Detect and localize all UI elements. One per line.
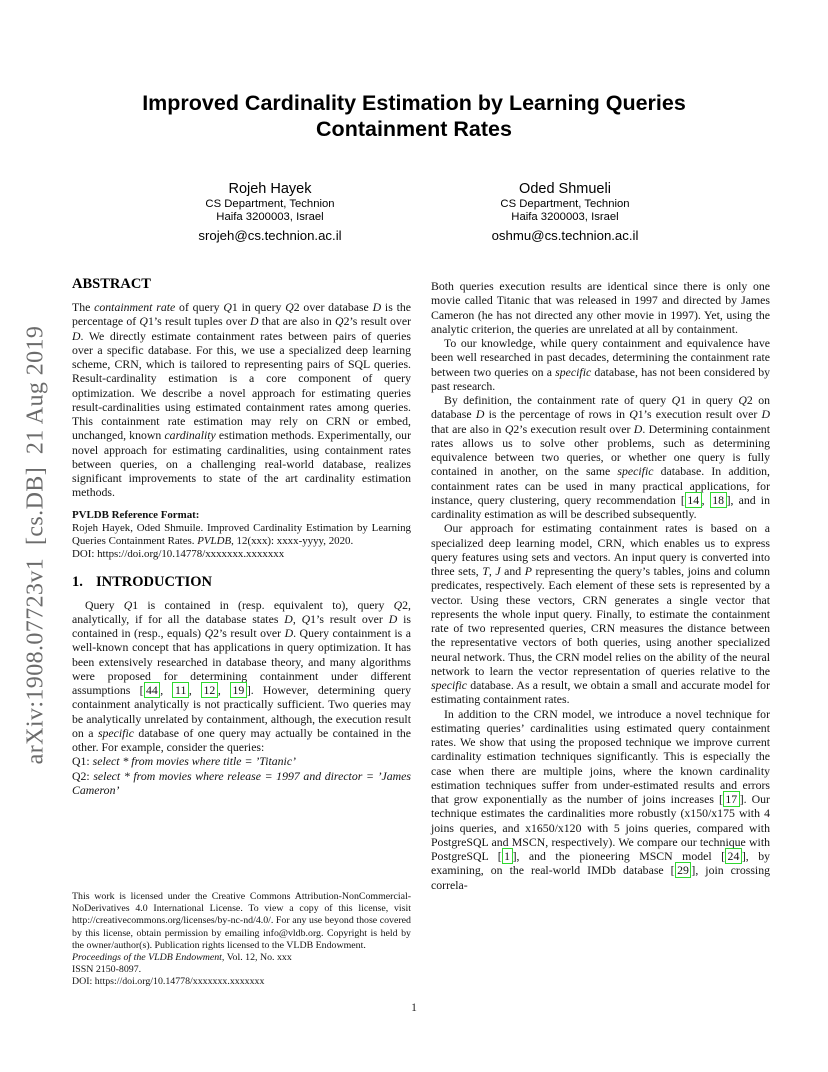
citation-link[interactable]: 44 <box>144 682 161 698</box>
section-title: INTRODUCTION <box>96 573 213 590</box>
body-paragraph: In addition to the CRN model, we introduce a novel technique for estimating queries’ cardinalities using estimated query containment rates. We show that using the proposed technique we improve current cardinality estimation techniques significantly. This is especially the case when there are multiple joins, where the known cardinality estimation techniques suffer from under-estimated results and errors that grow exponentially as the number of joins increases [ 17 ]. Our technique estimates the cardinalities more robustly (x150/x175 with 4 joins queries, and x1650/x120 with 5 joins queries, compared with PostgreSQL and MSCN, respectively). We compare our technique with PostgreSQL [ 1 ], and the pioneering MSCN model [ 24 ], by examining, on the real-world IMDb database [ 29 ], join crossing correla- <box>431 706 771 892</box>
abstract-text: The containment rate of query Q1 in query Q2 over database D is the percentage of Q1’s result tuples over D that are also in Q2’s result over D. We directly estimate containment rates between pairs of queries over a specific database. For this, we use a specialized deep learning scheme, CRN, which is tailored to representing pairs of SQL queries. Result-cardinality estimation is a core component of query optimization. We describe a novel approach for estimating queries result-cardinalities using estimated containment rates among queries. This containment rate estimation may rely on CRN or embed, unchanged, known cardinality estimation methods. Experimentally, our novel approach for estimating cardinalities, using containment rates between queries, on a challenging real-world database, realizes significant improvements to state of the art cardinality estimation methods. <box>72 300 412 500</box>
author-name: Oded Shmueli <box>519 181 611 197</box>
arxiv-watermark: arXiv:1908.07723v1 [cs.DB] 21 Aug 2019 <box>22 325 49 765</box>
citation-link[interactable]: 12 <box>201 682 218 698</box>
author-email-link[interactable]: oshmu@cs.technion.ac.il <box>491 228 639 244</box>
author-name: Rojeh Hayek <box>228 181 312 197</box>
abstract-heading: ABSTRACT <box>72 276 151 292</box>
pvldb-reference-block <box>72 509 411 561</box>
citation-link[interactable]: 19 <box>230 682 247 698</box>
right-column <box>431 276 770 988</box>
page-number: 1 <box>411 1001 417 1014</box>
author-affiliation: CS Department, Technion <box>500 198 630 210</box>
author-block-2 <box>415 181 715 243</box>
author-affiliation: CS Department, Technion <box>205 198 335 210</box>
citation-link[interactable]: 11 <box>172 682 188 698</box>
two-column-body <box>72 276 770 988</box>
body-paragraph: To our knowledge, while query containment and equivalence have been well researched in past decades, determining the containment rate between two queries on a specific database, has not been considered by past research. <box>431 336 771 393</box>
author-city: Haifa 3200003, Israel <box>216 211 324 224</box>
section-number: 1. <box>72 573 83 590</box>
body-paragraph: By definition, the containment rate of query Q1 in query Q2 on database D is the percentage of rows in Q1’s execution result over D that are also in Q2’s execution result over D. Determining containment rates allows us to solve other problems, such as determining equivalence between two queries, or whether one query is fully contained in another, on the same specific database. In addition, containment rates can be used in many practical applications, for instance, query clustering, query recommendation [ 14 , 18 ], and in cardinality estimation as will be described subsequently. <box>431 393 771 521</box>
left-column <box>72 276 411 988</box>
author-city: Haifa 3200003, Israel <box>511 211 619 224</box>
section-1-heading <box>72 574 411 591</box>
paper-title: Improved Cardinality Estimation by Learning Queries Containment Rates <box>142 91 686 141</box>
citation-link[interactable]: 29 <box>675 862 692 878</box>
citation-link[interactable]: 14 <box>685 492 702 508</box>
author-block-1 <box>120 181 420 243</box>
body-paragraph: Our approach for estimating containment rates is based on a specialized deep learning model, CRN, which enables us to express query features using sets and vectors. An input query is converted into three sets, T, J and P representing the query’s tables, joins and column predicates, respectively. Each element of these sets is represented by a vector. Using these vectors, CRN generates a single vector that represents the whole input query. Finally, to estimate the containment rate of two represented queries, CRN measures the distance between the representative vectors of both queries, using another specialized neural network. Thus, the CRN model relies on the ability of the neural network to learn the vector representation of queries relative to the specific database. As a result, we obtain a small and accurate model for estimating containment rates. <box>431 521 771 707</box>
author-email-link[interactable]: srojeh@cs.technion.ac.il <box>198 228 342 244</box>
citation-link[interactable]: 24 <box>725 848 742 864</box>
citation-link[interactable]: 18 <box>710 492 727 508</box>
intro-paragraph: Query Q1 is contained in (resp. equivalent to), query Q2, analytically, if for all the database states D, Q1’s result over D is contained in (resp., equals) Q2’s result over D. Query containment is a well-known concept that has applications in query optimization. It has been extensively researched in database theory, and many algorithms were proposed for determining containment under different assumptions [ 44 , 11 , 12 , 19 ]. However, determining query containment analytically is not practically sufficient. Two queries may be analytically unrelated by containment, although, the execution result on a specific database of one query may actually be contained in the other. For example, consider the queries: Q1: select * from movies where title = ’Titanic’ Q2: select * from movies where release = 1997 and director = ’James Cameron’ <box>72 597 411 797</box>
license-block: This work is licensed under the Creative Commons Attribution-NonCommercial-NoDerivatives 4.0 International License. To view a copy of this license, visit http://creativecommons.org/licenses/by-nc-nd/4.0/. For any use beyond those covered by this license, obtain permission by emailing info@vldb.org. Copyright is held by the owner/author(s). Publication rights licensed to the VLDB Endowment. Proceedings of the VLDB Endowment, Vol. 12, No. xxx ISSN 2150-8097. DOI: https://doi.org/10.14778/xxxxxxx.xxxxxxx <box>72 891 411 987</box>
pvldb-reference-heading: PVLDB Reference Format: <box>72 508 200 521</box>
body-paragraph: Both queries execution results are identical since there is only one movie called Titanic that was released in 1997 and directed by James Cameron (he has not directed any other movie in 1997). Yet, using the analytic criterion, the queries are unrelated at all by containment. <box>431 279 770 336</box>
citation-link[interactable]: 17 <box>723 791 740 807</box>
pvldb-reference-text: Rojeh Hayek, Oded Shmuile. Improved Cardinality Estimation by Learning Queries Containment Rates. PVLDB, 12(xxx): xxxx-yyyy, 2020. DOI: https://doi.org/10.14778/xxxxxxx.xxxxxxx <box>72 521 411 560</box>
citation-link[interactable]: 1 <box>502 848 513 864</box>
